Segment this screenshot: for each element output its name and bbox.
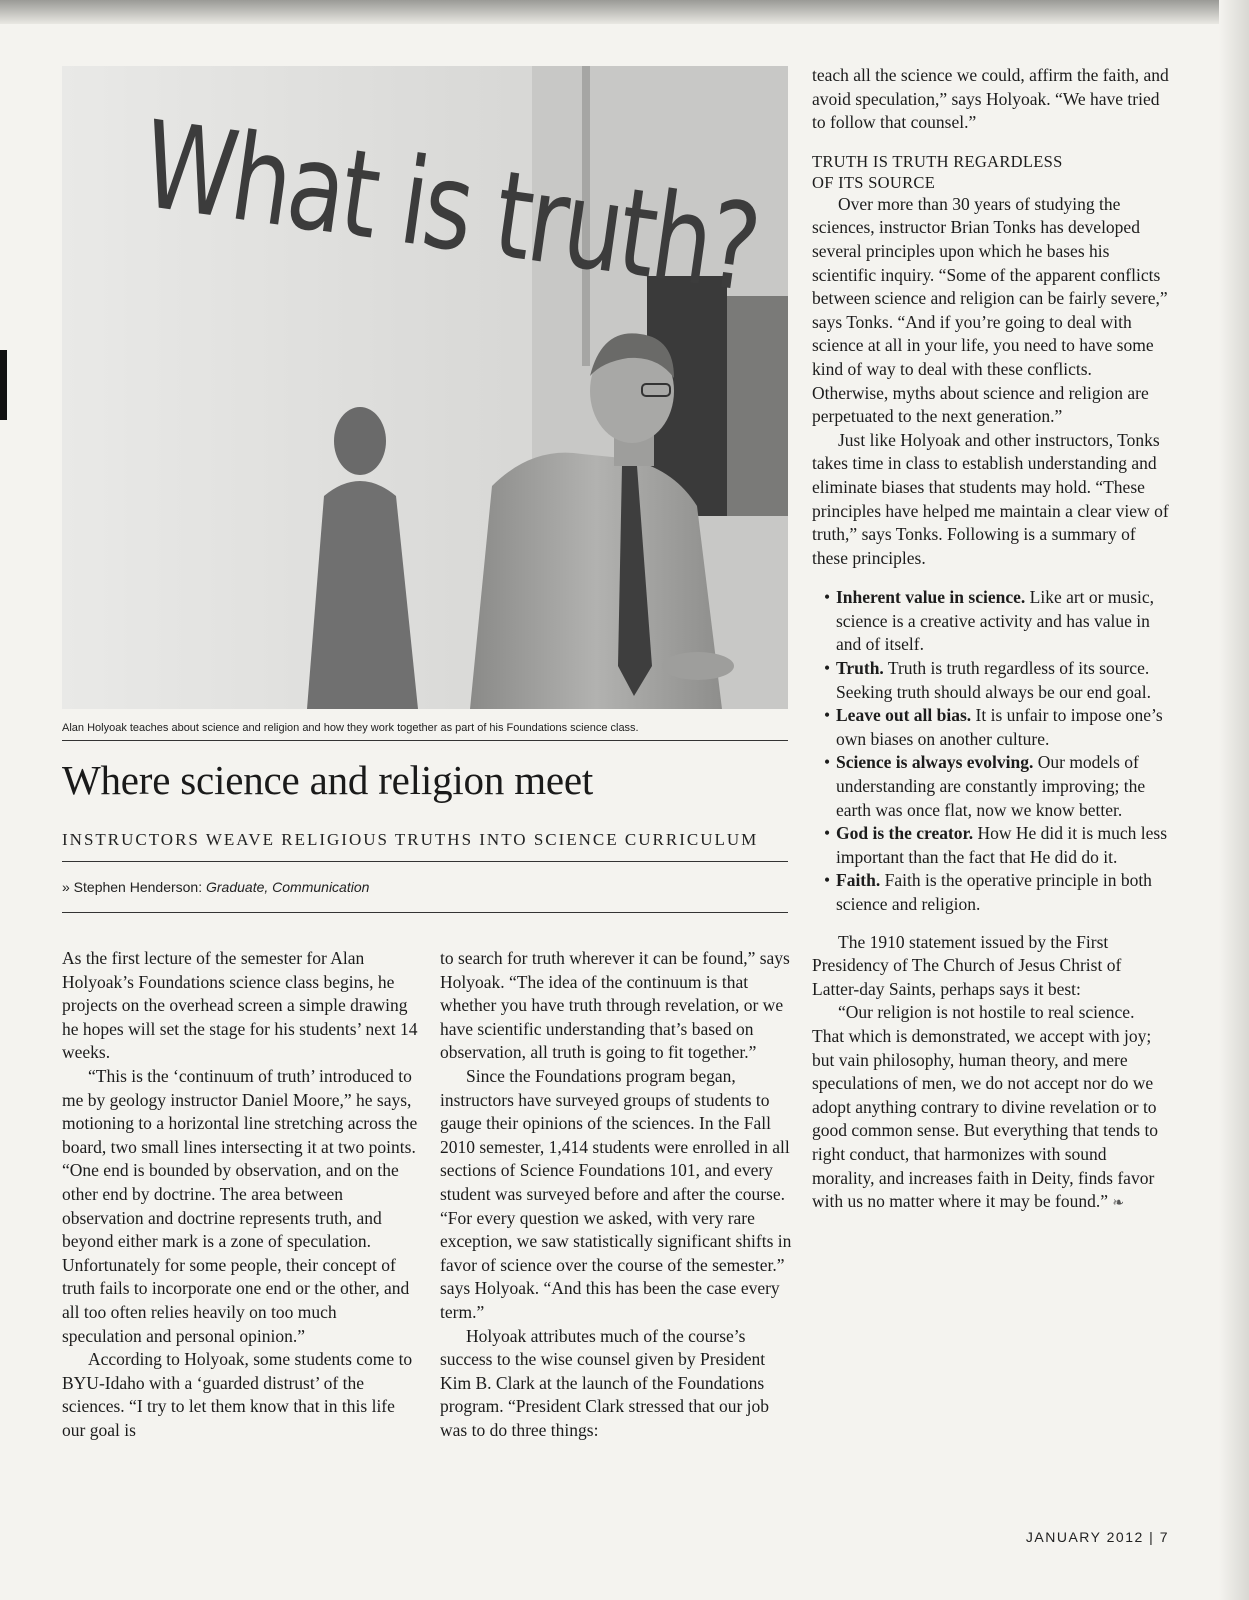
rule-below-byline (62, 912, 788, 913)
paragraph: The 1910 statement issued by the First Presidency of The Church of Jesus Christ of Latter-day Saints, perhaps says it best: (812, 931, 1122, 999)
page-edge-top (0, 0, 1249, 24)
paragraph: to search for truth wherever it can be found,” says Holyoak. “The idea of the continuum is that whether you have truth through revelation, or we have scientific understanding that’s based on observation, all truth is going to fit together.” (440, 948, 790, 1063)
list-item-term: Inherent value in science. (836, 587, 1026, 608)
byline-role: Graduate, Communication (206, 879, 370, 895)
list-item (836, 657, 1170, 704)
list-item (836, 704, 1170, 751)
list-item (836, 751, 1170, 822)
issue-date: JANUARY 2012 (1025, 1529, 1144, 1545)
page-footer (1026, 1529, 1169, 1545)
article-photo (62, 66, 788, 709)
page-number: 7 (1159, 1529, 1169, 1545)
principles-list (812, 586, 1170, 916)
paragraph: Holyoak attributes much of the course’s success to the wise counsel given by President Kim B. Clark at the launch of the Foundations program. “President Clark stressed that our job was to do three things: (440, 1325, 770, 1440)
list-item-term: Science is always evolving. (836, 752, 1034, 773)
list-item-text: Like art or music, science is a creative activity and has value in and of itself. (836, 587, 1155, 655)
list-item (836, 869, 1170, 916)
section-heading (812, 151, 1170, 193)
paragraph: “This is the ‘continuum of truth’ introduced to me by geology instructor Daniel Moore,” he says, motioning to a horizontal line stretching across the board, two small lines intersecting it at two points. “One end is bounded by observation, and on the other end by doctrine. The area between observation and doctrine represents truth, and beyond either mark is a zone of speculation. Unfortunately for some people, their concept of truth fails to incorporate one end or the other, and all too often relies heavily on too much speculation and personal opinion.” (62, 1065, 418, 1346)
body-column-1 (62, 947, 418, 1442)
end-mark-icon: ❧ (1112, 1196, 1125, 1212)
headline: Where science and religion meet (62, 757, 594, 803)
rule-above-byline (62, 861, 788, 862)
list-item (836, 822, 1170, 869)
paragraph: According to Holyoak, some students come to BYU-Idaho with a ‘guarded distrust’ of the sciences. “I try to let them know that in this life our goal is (62, 1349, 413, 1440)
list-item-text: It is unfair to impose one’s own biases on another culture. (836, 705, 1163, 749)
byline (62, 879, 792, 895)
subhead: INSTRUCTORS WEAVE RELIGIOUS TRUTHS INTO SCIENCE CURRICULUM (62, 830, 759, 849)
page-edge-right (1219, 0, 1249, 1600)
list-item-text: Truth is truth regardless of its source. Seeking truth should always be our end goal. (836, 658, 1151, 702)
photo-caption: Alan Holyoak teaches about science and religion and how they work together as part of his Foundations science class. (62, 722, 639, 734)
paragraph: Just like Holyoak and other instructors, Tonks takes time in class to establish understanding and eliminate biases that students may hold. “These principles have helped me maintain a clear view of truth,” says Tonks. Following is a summary of these principles. (812, 429, 1169, 568)
section-heading-line: OF ITS SOURCE (812, 172, 936, 192)
paragraph: teach all the science we could, affirm the faith, and avoid speculation,” says Holyoak. “We have tried to follow that counsel.” (812, 65, 1169, 133)
list-item-text: Our models of understanding are constantly improving; the earth was once flat, now we know better. (836, 752, 1146, 820)
rule-under-caption (62, 740, 788, 741)
list-item-term: Leave out all bias. (836, 705, 972, 726)
byline-author: » Stephen Henderson: (62, 879, 206, 895)
list-item-text: How He did it is much less important than the fact that He did do it. (836, 823, 1168, 867)
paragraph: Since the Foundations program began, instructors have surveyed groups of students to gauge their opinions of the sciences. In the Fall 2010 semester, 1,414 students were enrolled in all sections of Science Foundations 101, and every student was surveyed before and after the course. “For every question we asked, with very rare exception, we saw statistically significant shifts in favor of science over the course of the semester.” says Holyoak. “And this has been the case every term.” (440, 1065, 792, 1322)
body-column-3 (812, 64, 1170, 1216)
body-column-2 (440, 947, 792, 1442)
paragraph: Over more than 30 years of studying the sciences, instructor Brian Tonks has developed several principles upon which he bases his scientific inquiry. “Some of the apparent conflicts between science and religion can be fairly severe,” says Tonks. “And if you’re going to deal with science at all in your life, you need to have some kind of way to deal with these conflicts. Otherwise, myths about science and religion are perpetuated to the next generation.” (812, 193, 1168, 427)
list-item-term: Truth. (836, 658, 884, 679)
list-item-term: Faith. (836, 870, 881, 891)
quote-text: “Our religion is not hostile to real science. That which is demonstrated, we accept with joy; but vain philosophy, human theory, and mere speculations of men, we do not accept nor do we adopt anything contrary to divine revelation or to good common sense. But everything that tends to right conduct, that harmonizes with sound morality, and increases faith in Deity, finds favor with us no matter where it may be found.” (812, 1002, 1159, 1212)
paragraph: As the first lecture of the semester for Alan Holyoak’s Foundations science class begins, he projects on the overhead screen a simple drawing he hopes will set the stage for his students’ next 14 weeks. (62, 948, 418, 1063)
list-item (836, 586, 1170, 657)
spine-mark (0, 350, 7, 420)
section-heading-line: TRUTH IS TRUTH REGARDLESS (812, 151, 1063, 171)
footer-separator: | (1149, 1529, 1155, 1545)
board-text: What is truth? (134, 96, 765, 320)
list-item-term: God is the creator. (836, 823, 974, 844)
paragraph (812, 1001, 1170, 1215)
list-item-text: Faith is the operative principle in both science and religion. (836, 870, 1152, 914)
